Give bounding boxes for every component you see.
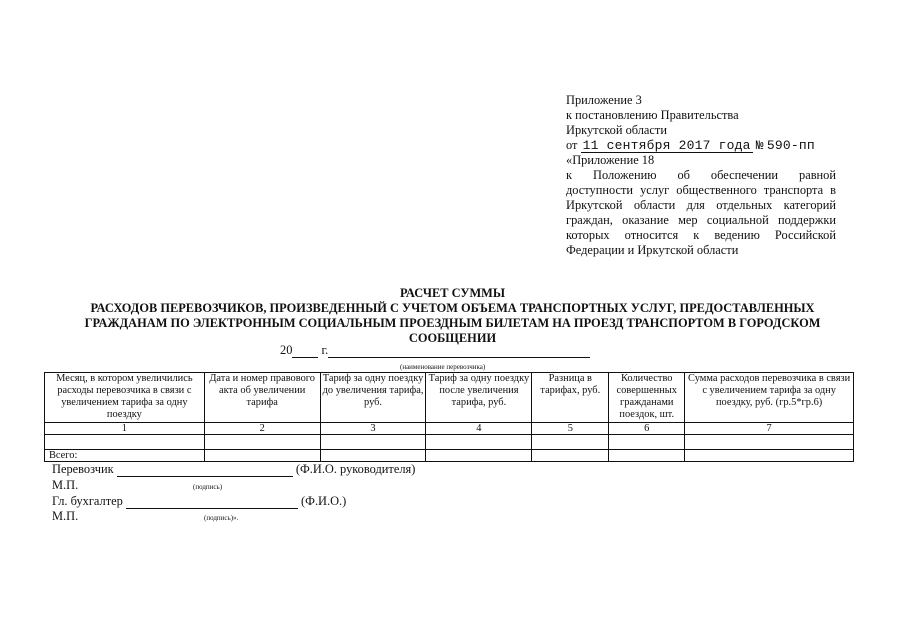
header-month: Месяц, в котором увеличились расходы перевозчика в связи с увеличением тарифа за одну поездку [45, 373, 205, 423]
column-number: 6 [609, 423, 685, 435]
title-line-1: РАСЧЕТ СУММЫ [399, 286, 506, 300]
annex-para-line-5: которых относится к ведению Российской [566, 228, 836, 242]
signature-caption-2: (подпись)». [204, 514, 239, 522]
total-label: Всего: [45, 450, 205, 462]
table-cell [685, 450, 854, 462]
annex-line-3: Иркутской области [566, 123, 667, 137]
table-cell [204, 450, 320, 462]
header-tariff-after: Тариф за одну поездку после увеличения тарифа, руб. [426, 373, 532, 423]
annex-number-sign: № [755, 138, 764, 153]
signature-caption-1: (подпись) [193, 483, 223, 491]
accountant-signature-blank [126, 497, 298, 509]
table-cell [609, 435, 685, 450]
table-cell [609, 450, 685, 462]
annex-para-line-2: доступности услуг общественного транспорта в [566, 183, 836, 197]
column-number: 5 [532, 423, 609, 435]
seal-2: М.П. [52, 509, 79, 523]
year-suffix: г. [321, 343, 329, 357]
table-cell [426, 435, 532, 450]
carrier-name-blank [328, 345, 590, 358]
carrier-label: Перевозчик [52, 462, 114, 476]
annex-para-line-4: граждан, оказание мер социальной поддержки [566, 213, 836, 227]
carrier-signature-line [52, 462, 415, 477]
title-line-4: СООБЩЕНИИ [408, 331, 497, 345]
seal-1: М.П. [52, 478, 79, 492]
header-tariff-before: Тариф за одну поездку до увеличения тарифа, руб. [320, 373, 426, 423]
annex-para-line-6: Федерации и Иркутской области [566, 243, 739, 257]
table-cell [532, 450, 609, 462]
annex-line-1: Приложение 3 [566, 93, 642, 107]
annex-number-typed: 590-пп [766, 138, 815, 153]
header-expense-sum: Сумма расходов перевозчика в связи с увеличением тарифа за одну поездку, руб. (гр.5*гр.6) [685, 373, 854, 423]
annex-from-prefix: от [566, 138, 578, 152]
year-carrier-line [280, 343, 590, 358]
carrier-signature-blank [117, 465, 293, 477]
year-prefix: 20 [280, 343, 293, 357]
year-blank [292, 345, 318, 358]
annex-date-line [566, 138, 836, 153]
document-title [40, 286, 865, 346]
header-legal-act: Дата и номер правового акта об увеличении тарифа [204, 373, 320, 423]
carrier-name-caption: (наименование перевозчика) [400, 363, 486, 371]
accountant-label: Гл. бухгалтер [52, 494, 123, 508]
table-cell [685, 435, 854, 450]
header-trips-count: Количество совершенных гражданами поездок, шт. [609, 373, 685, 423]
annex-block [566, 93, 836, 258]
column-number: 2 [204, 423, 320, 435]
table-cell [532, 435, 609, 450]
table-cell [320, 450, 426, 462]
column-number: 4 [426, 423, 532, 435]
annex-date-typed: 11 сентября 2017 года [582, 138, 751, 153]
total-row [45, 450, 854, 462]
column-number: 1 [45, 423, 205, 435]
table-cell [45, 435, 205, 450]
annex-line-2: к постановлению Правительства [566, 108, 739, 122]
title-line-3: ГРАЖДАНАМ ПО ЭЛЕКТРОННЫМ СОЦИАЛЬНЫМ ПРОЕЗДНЫМ БИЛЕТАМ НА ПРОЕЗД ТРАНСПОРТОМ В ГОРОДСКОМ [84, 316, 821, 330]
table-cell [426, 450, 532, 462]
table-row [45, 435, 854, 450]
header-tariff-difference: Разница в тарифах, руб. [532, 373, 609, 423]
title-line-2: РАСХОДОВ ПЕРЕВОЗЧИКОВ, ПРОИЗВЕДЕННЫЙ С УЧЕТОМ ОБЪЕМА ТРАНСПОРТНЫХ УСЛУГ, ПРЕДОСТАВЛЕННЫХ [90, 301, 815, 315]
carrier-role: (Ф.И.О. руководителя) [295, 462, 416, 476]
calculation-table [44, 372, 854, 462]
table-header-row [45, 373, 854, 423]
annex-para-line-1: к Положению об обеспечении равной [566, 168, 836, 182]
column-number: 7 [685, 423, 854, 435]
accountant-signature-line [52, 494, 346, 509]
column-number-row [45, 423, 854, 435]
accountant-role: (Ф.И.О.) [301, 494, 347, 508]
annex-para-line-3: Иркутской области для отдельных категорий [566, 198, 836, 212]
annex-line-5: «Приложение 18 [566, 153, 655, 167]
table-cell [204, 435, 320, 450]
table-cell [320, 435, 426, 450]
column-number: 3 [320, 423, 426, 435]
